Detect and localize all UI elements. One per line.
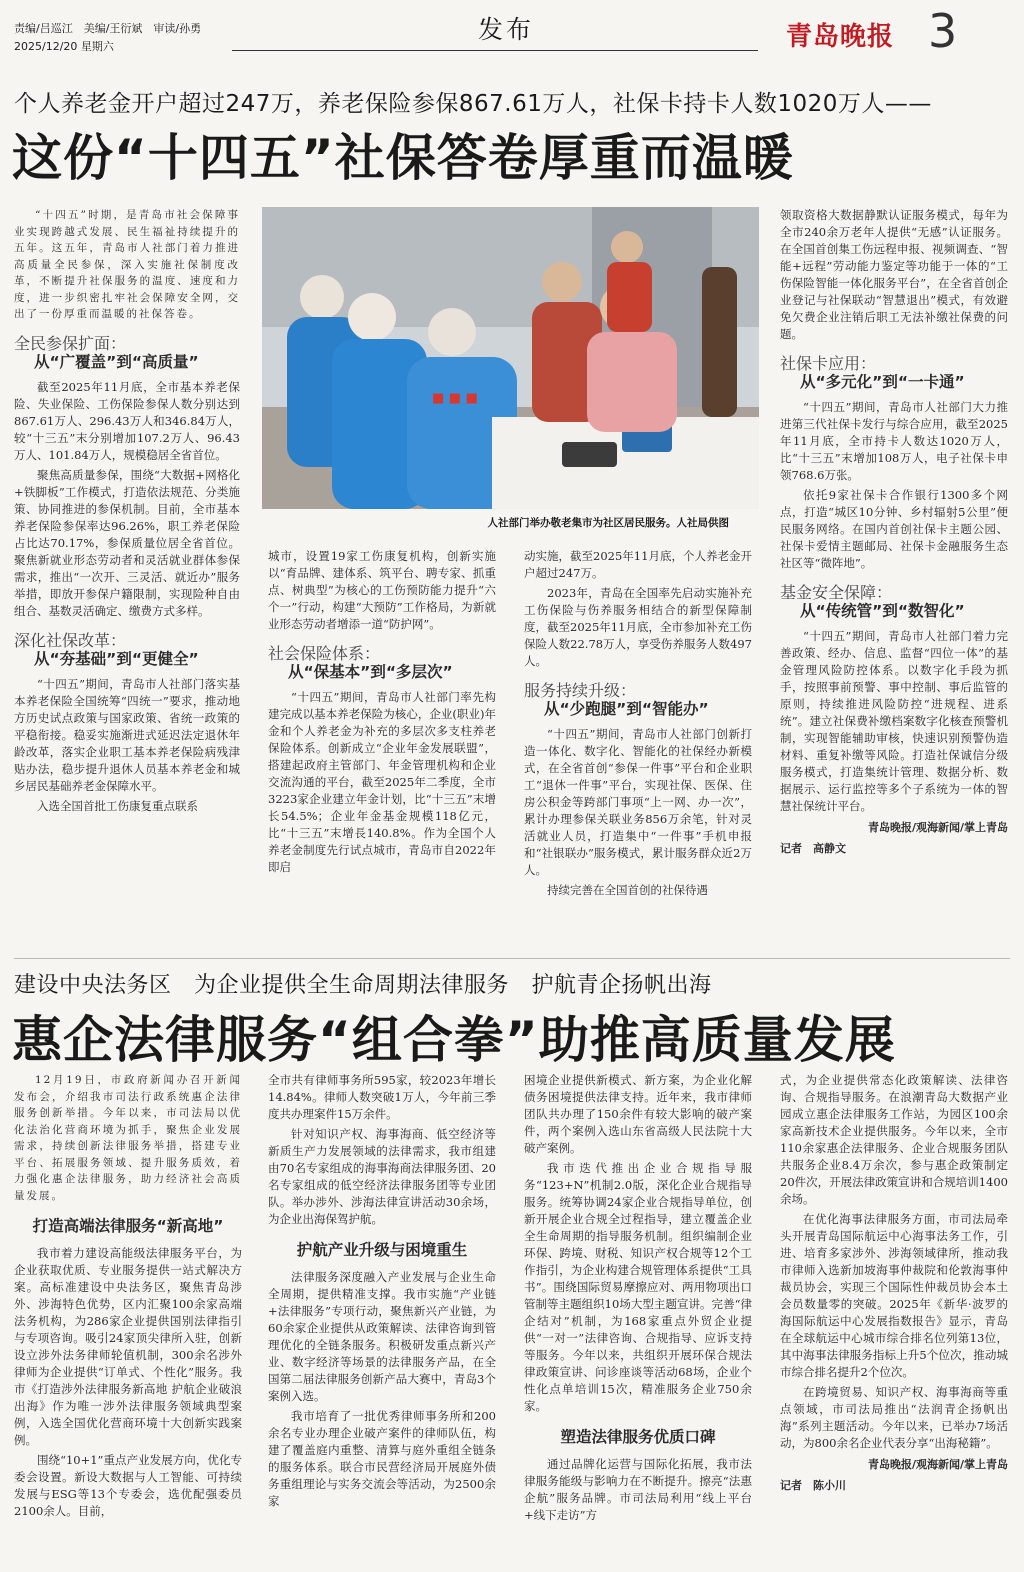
article2-title: 惠企法律服务“组合拳”助推高质量发展: [12, 1011, 896, 1069]
byline-reporter: 记者 陈小川: [780, 1479, 846, 1492]
paragraph: 截至2025年11月底，全市基本养老保险、失业保险、工伤保险参保人数分别达到867.61万人、296.43万人和346.84万人，较“十三五”末分别增加107.2万人、96.43万人、101.84万人，规模稳居全省首位。: [14, 379, 240, 462]
article1-column-3: [524, 548, 752, 931]
article1-subtitle: 个人养老金开户超过247万，养老保险参保867.61万人，社保卡持卡人数1020万人——: [14, 91, 932, 117]
paragraph: 领取资格大数据静默认证服务模式，每年为全市240余万老年人提供“无感”认证服务。在全国首创集工伤远程申报、视频调查、“智能+远程”劳动能力鉴定等功能于一体的“工伤保险智能一体化服务平台”，在全省首创企业登记与社保联动“智慧退出”模式，有效避免欠费企业注销后职工无法补缴社保费的问题。: [780, 208, 1008, 341]
article1-title: 这份“十四五”社保答卷厚重而温暖: [12, 129, 794, 187]
article1-column-4: [780, 207, 1008, 931]
vest-print: ■ ■ ■: [432, 391, 478, 406]
paragraph: “十四五”期间，青岛市人社部门落实基本养老保险全国统筹“四统一”要求，推动地方历史试点政策与国家政策、省统一政策的平稳衔接。稳妥实施渐进式延迟法定退休年龄改革，落实企业职工基本养老保险病残津贴办法，稳步提升退休人员基本养老金和城乡居民基础养老金保障水平。: [14, 676, 240, 793]
paragraph: “十四五”期间，青岛市人社部门着力完善政策、经办、信息、监督“四位一体”的基金管理风险防控体系。以数字化手段为抓手，按照事前预警、事中控制、事后监管的原则，持续推进风险防控“进规程、进系统”。建立社保费补缴档案数字化核查预警机制，实现智能辅助审核，快速识别预警伪造材料、重复补缴等风险。打造社保诚信分级服务模式，打造集统计管理、数据分析、数据展示、运行监控等多个子系统为一体的智慧社保统计平台。: [780, 629, 1008, 813]
paragraph: 依托9家社保卡合作银行1300多个网点，打造“城区10分钟、乡村辐射5公里”便民服务网络。在国内首创社保卡主题公园、社保卡爱情主题邮局、社保卡金融服务生态社区等“微阵地”。: [780, 488, 1008, 570]
article2-column-2: [268, 1072, 496, 1564]
paragraph: 聚焦高质量参保，围绕“大数据+网格化+铁脚板”工作模式，打造依法规范、分类施策、协同推进的参保机制。目前，全市基本养老保险参保率达96.26%，职工养老保险占比达70.17%，参保质量位居全省首位。聚焦新就业形态劳动者和灵活就业群体参保需求，推出“一次开、三灵活、就近办”服务举措，即放开参保户籍限制，实现险种自由组合、基数灵活确定、缴费方式多样。: [14, 467, 240, 618]
byline-outlet: 青岛晚报/观海新闻/掌上青岛: [867, 821, 1008, 834]
section-heading: 从“多元化”到“一卡通”: [800, 373, 965, 391]
article1-column-1: [14, 207, 240, 931]
paragraph: 困境企业提供新模式、新方案，为企业化解债务困境提供法律支持。近年来，我市律师团队共办理了150余件有较大影响的破产案件，两个案例入选山东省高级人民法院十大破产案例。: [524, 1073, 752, 1155]
paragraph: 通过品牌化运营与国际化拓展，我市法律服务能级与影响力在不断提升。擦亮“法惠企航”服务品牌。市司法局利用“线上平台+线下走访”方: [524, 1457, 752, 1522]
section-heading: 塑造法律服务优质口碑: [560, 1428, 716, 1446]
section-kicker: 基金安全保障：: [780, 583, 893, 602]
paragraph: 入选全国首批工伤康复重点联系: [37, 798, 198, 813]
photo-caption: 人社部门举办敬老集市为社区居民服务。人社局供图: [487, 517, 729, 529]
article1-column-2: [268, 548, 496, 931]
section-kicker: 全民参保扩面：: [14, 333, 127, 353]
paragraph: 2023年，青岛在全国率先启动实施补充工伤保险与伤养服务相结合的新型保障制度，截至2025年11月底，全市参加补充工伤保险人数22.78万人，享受伤养服务人数497人。: [524, 586, 752, 668]
section-title: 发布: [478, 15, 535, 44]
article-divider: [14, 958, 1010, 959]
article2-subtitle: 建设中央法务区 为企业提供全生命周期法律服务 护航青企扬帆出海: [14, 973, 712, 998]
paragraph: 城市，设置19家工伤康复机构，创新实施以“育品牌、建体系、筑平台、聘专家、抓重点、树典型”为核心的工伤预防能力提升“六个一”行动，构建“大预防”工作格局，为新就业形态劳动者增添一道“防护网”。: [268, 549, 496, 631]
editor-credits: [14, 20, 201, 56]
section-heading: 从“夯基础”到“更健全”: [34, 649, 199, 668]
section-kicker: 深化社保改革：: [14, 630, 127, 650]
paragraph: 我市迭代推出企业合规指导服务“123+N”机制2.0版，深化企业合规指导服务。统筹协调24家企业合规指导单位，创新开展企业合规全过程指导，建立覆盖企业全生命周期的指导服务机制。组织编制企业环保、跨境、财税、知识产权合规等12个工作指引，为企业构建合规管理体系提供“工具书”。围绕国际贸易摩擦应对、两用物项出口管制等主题组织10场大型主题宣讲。完善“律企结对”机制，为168家重点外贸企业提供“一对一”法律咨询、合规指导、应诉支持等服务。今年以来，共组织开展环保合规法律政策宣讲、问诊座谈等活动68场，企业个性化点单培训15次，精准服务企业750余家。: [524, 1161, 752, 1413]
section-heading: 从“少跑腿”到“智能办”: [544, 700, 709, 718]
article2-intro: 12月19日，市政府新闻办召开新闻发布会，介绍我市司法行政系统惠企法律服务创新举措。今年以来，市司法局以优化法治化营商环境为抓手，聚焦企业发展需求，持续创新法律服务举措，搭建专业平台、拓展服务领域、提升服务质效，着力强化惠企法律服务，助力经济社会高质量发展。: [14, 1074, 242, 1202]
editor-names: 责编/吕巡江 美编/王衍斌 审读/孙勇: [14, 22, 202, 35]
paragraph: 在跨境贸易、知识产权、海事海商等重点领域，市司法局推出“法润青企扬帆出海”系列主题活动。今年以来，已举办7场活动，为800余名企业代表分享“出海秘籍”。: [780, 1385, 1008, 1450]
article2-column-4: [780, 1072, 1008, 1564]
paragraph: “十四五”期间，青岛市人社部门率先构建完成以基本养老保险为核心，企业(职业)年金和个人养老金为补充的多层次多支柱养老保险体系。创新成立“企业年金发展联盟”，搭建起政府主管部门、年金管理机构和企业交流沟通的平台，截至2025年二季度，全市3223家企业建立年金计划，比“十三五”末增长54.5%；企业年金基金规模118亿元，比“十三五”末增長140.8%。作为全国个人养老金制度先行试点城市，青岛市自2022年即启: [268, 690, 496, 874]
byline-reporter: 记者 高静文: [780, 842, 846, 855]
section-kicker: 服务持续升级：: [524, 681, 637, 700]
section-heading: 护航产业升级与困境重生: [296, 1241, 468, 1259]
section-heading: 打造高端法律服务“新高地”: [32, 1217, 224, 1235]
paragraph: “十四五”期间，青岛市人社部门大力推进第三代社保卡发行与综合应用，截至2025年11月底，全市持卡人数达1020万人，比“十三五”末增加108万人，电子社保卡申领768.6万张。: [780, 400, 1008, 482]
paragraph: 我市着力建设高能级法律服务平台，为企业获取优质、专业服务提供一站式解决方案。高标准建设中央法务区，聚焦青岛涉外、涉海特色优势，区内汇聚100余家高端法务机构，为286家企业提供国别法律指引与专项咨询。吸引24家顶尖律所入驻，创新设立涉外法务律师轮值机制，300余名涉外律师为企业提供“订单式、个性化”服务。我市《打造涉外法律服务新高地 护航企业破浪出海》作为唯一涉外法律服务领域典型案例，入选全国优化营商环境十大创新实践案例。: [14, 1246, 242, 1447]
article2-column-3: [524, 1072, 752, 1564]
paragraph: 围绕“10+1”重点产业发展方向，优化专委会设置。新设大数据与人工智能、可持续发展与ESG等13个专委会，选优配强委员2100余人。目前，: [14, 1453, 242, 1518]
photo-illustration: [262, 207, 759, 509]
section-heading: 从“传统管”到“数智化”: [800, 602, 965, 620]
paragraph: 法律服务深度融入产业发展与企业生命全周期，提供精准支撑。我市实施“产业链+法律服务”专项行动，聚焦新兴产业链，为60余家企业提供从政策解读、法律咨询到管理优化的全链条服务。积极研发重点新兴产业、数字经济等场景的法律服务产品，在全国第二届法律服务创新产品大赛中，青岛3个案例入选。: [268, 1270, 496, 1403]
section-kicker: 社保卡应用：: [780, 354, 877, 373]
paragraph: 针对知识产权、海事海商、低空经济等新质生产力发展领域的法律需求，我市组建由70名专家组成的海事海商法律服务团、20名专家组成的低空经济法律服务团等专业团队。举办涉外、涉海法律宣讲活动30余场，为企业出海保驾护航。: [268, 1127, 496, 1226]
page-number: 3: [928, 4, 958, 58]
header-rule: [232, 50, 758, 51]
paragraph: 在优化海事法律服务方面，市司法局牵头开展青岛国际航运中心海事法务工作，引进、培育多家涉外、涉海领域律所，推动我市律师入选新加坡海事仲裁院和伦敦海事仲裁员协会，实现三个国际性仲裁员协会本土会员数量零的突破。2025年《新华·波罗的海国际航运中心发展指数报告》显示，青岛在全球航运中心城市综合排名位列第13位，其中海事法律服务指标上升5个位次，推动城市综合排名提升2个位次。: [780, 1212, 1008, 1379]
article1-intro: “十四五”时期，是青岛市社会保障事业实现跨越式发展、民生福祉持续提升的五年。这五年，青岛市人社部门着力推进高质量全民参保，深入实施社保制度改革，不断提升社保服务的温度、速度和力度，进一步织密扎牢社会保障安全网，交出了一份厚重而温暖的社保答卷。: [14, 209, 240, 320]
paragraph: 持续完善在全国首创的社保待遇: [547, 883, 708, 897]
paragraph: 全市共有律师事务所595家，较2023年增长14.84%。律师人数突破1万人，今年前三季度共办理案件15万余件。: [268, 1073, 496, 1121]
section-heading: 从“保基本”到“多层次”: [288, 663, 453, 681]
news-photo: [262, 207, 759, 509]
paragraph: “十四五”期间，青岛市人社部门创新打造一体化、数字化、智能化的社保经办新模式，在全省首创“参保一件事”平台和企业职工“退休一件事”平台，实现社保、医保、住房公积金等跨部门事项“上一网、办一次”，累计办理参保关联业务856万余笔，针对灵活就业人员，打造集中“一件事”手机申报和“社银联办”服务模式，累计服务群众近2万人。: [524, 727, 752, 877]
section-kicker: 社会保险体系：: [268, 644, 381, 663]
paragraph: 我市培育了一批优秀律师事务所和200余名专业办理企业破产案件的律师队伍，构建了覆盖庭内重整、清算与庭外重组全链条的服务体系。联合市民营经济局开展庭外债务重组理论与实务交流会等活动，为2500余家: [268, 1409, 496, 1508]
paragraph: 式，为企业提供常态化政策解读、法律咨询、合规指导服务。在浪潮青岛大数据产业园成立惠企法律服务工作站，为园区100余家高新技术企业提供服务。今年以来，全市110余家惠企法律服务、企业合规服务团队共服务企业8.4万余次，参与惠企政策制定20件次，开展法律政策宣讲和合规培训1400余场。: [780, 1073, 1008, 1206]
byline-outlet: 青岛晚报/观海新闻/掌上青岛: [867, 1458, 1008, 1471]
paragraph: 动实施，截至2025年11月底，个人养老金开户超过247万。: [524, 549, 752, 580]
article2-column-1: [14, 1072, 242, 1564]
newspaper-logo: 青岛晚报: [786, 22, 895, 52]
section-heading: 从“广覆盖”到“高质量”: [34, 352, 199, 371]
issue-date: 2025/12/20 星期六: [14, 40, 114, 53]
